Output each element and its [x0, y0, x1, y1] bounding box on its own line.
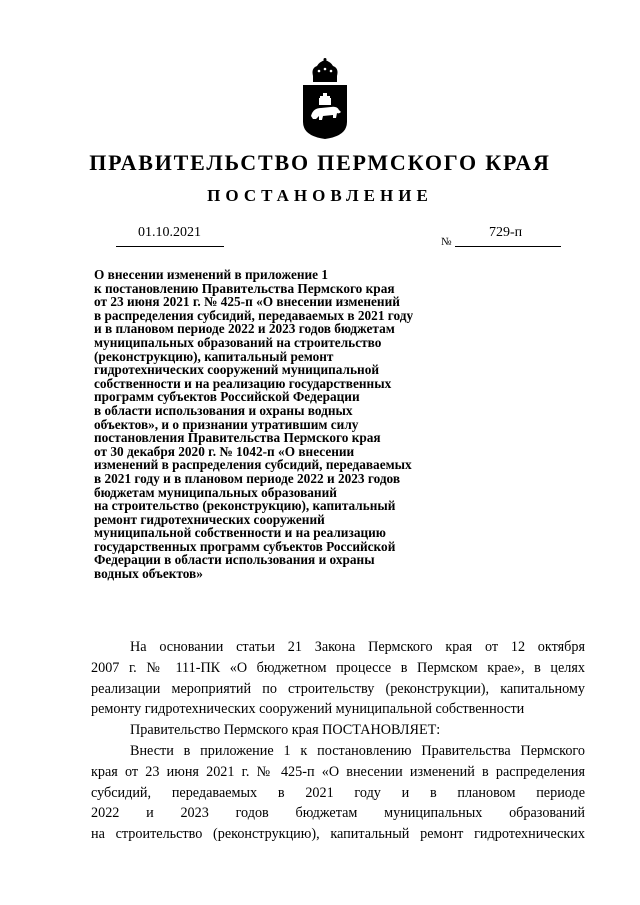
decree-date: 01.10.2021: [138, 225, 201, 240]
body-line: 2022 и 2023 годов бюджетам муниципальных образований: [91, 805, 585, 822]
subject-line: в области использования и охраны водных: [94, 402, 353, 418]
number-underline: [455, 246, 561, 247]
number-sign: №: [441, 236, 452, 248]
body-line: Правительство Пермского края ПОСТАНОВЛЯЕТ:: [130, 722, 441, 739]
subject-line: ремонт гидротехнических сооружений: [94, 511, 325, 527]
body-line: 2007 г. № 111-ПК «О бюджетном процессе в Пермском крае», в целях: [91, 659, 585, 676]
subject-line: (реконструкцию), капитальный ремонт: [94, 348, 334, 364]
subject-line: гидротехнических сооружений муниципальной: [94, 362, 379, 378]
government-title: ПРАВИТЕЛЬСТВО ПЕРМСКОГО КРАЯ: [89, 150, 551, 175]
amendment-paragraph: [91, 741, 585, 845]
subject-line: постановления Правительства Пермского края: [94, 430, 381, 446]
preamble-paragraph: [91, 637, 585, 720]
body-line: ремонту гидротехнических сооружений муниципальной собственности: [91, 701, 525, 718]
subject-line: водных объектов»: [94, 566, 203, 582]
body-line: края от 23 июня 2021 г. № 425-п «О внесении изменений в распределения: [91, 763, 585, 780]
subject-line: объектов», и о признании утратившим силу: [94, 416, 359, 432]
document-type-title: ПОСТАНОВЛЕНИЕ: [207, 186, 433, 205]
body-line: на строительство (реконструкцию), капитальный ремонт гидротехнических: [91, 826, 585, 843]
resolution-paragraph: [91, 720, 585, 741]
subject-line: государственных программ субъектов Российской: [94, 538, 396, 554]
subject-line: О внесении изменений в приложение 1: [94, 267, 329, 282]
subject-line: на строительство (реконструкцию), капитальный: [94, 498, 396, 514]
subject-line: от 23 июня 2021 г. № 425-п «О внесении изменений: [94, 294, 400, 310]
body-line: субсидий, передаваемых в 2021 году и в плановом периоде: [91, 784, 585, 801]
subject-line: муниципальной собственности и на реализацию: [94, 525, 386, 541]
subject-line: собственности и на реализацию государственных: [94, 375, 392, 391]
coat-of-arms-emblem: [299, 58, 351, 140]
subject-line: Федерации в области использования и охраны: [94, 552, 375, 568]
subject-line: в распределения субсидий, передаваемых в 2021 году: [94, 307, 414, 323]
decree-subject: [94, 268, 474, 581]
subject-line: изменений в распределения субсидий, передаваемых: [94, 457, 412, 473]
decree-body: [91, 637, 585, 845]
subject-line: бюджетам муниципальных образований: [94, 484, 337, 500]
body-line: На основании статьи 21 Закона Пермского края от 12 октября: [130, 639, 585, 655]
decree-number: 729-п: [489, 225, 523, 240]
subject-line: от 30 декабря 2020 г. № 1042-п «О внесении: [94, 443, 355, 459]
crown-icon: [313, 58, 338, 82]
body-line: Внести в приложение 1 к постановлению Правительства Пермского: [130, 742, 585, 759]
subject-line: и в плановом периоде 2022 и 2023 годов бюджетам: [94, 321, 395, 337]
date-underline: [116, 246, 224, 247]
subject-line: в 2021 году и в плановом периоде 2022 и 2023 годов: [94, 470, 401, 486]
subject-line: к постановлению Правительства Пермского края: [94, 280, 395, 296]
subject-line: программ субъектов Российской Федерации: [94, 389, 360, 405]
body-line: реализации мероприятий по строительству (реконструкции), капитальному: [91, 680, 585, 697]
subject-line: муниципальных образований на строительство: [94, 334, 382, 350]
